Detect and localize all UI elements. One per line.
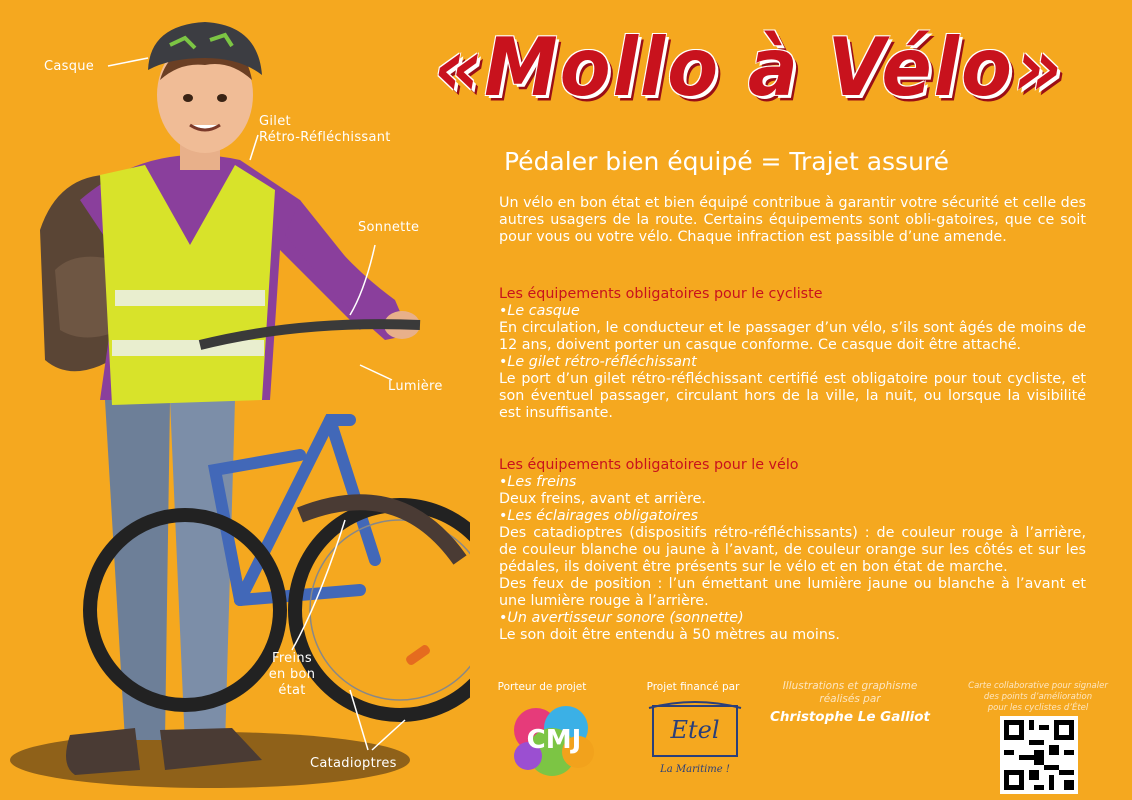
eclairages-bullet: •Les éclairages obligatoires [499, 508, 699, 524]
callout-gilet-line1: Gilet [259, 114, 291, 129]
callout-gilet [259, 114, 391, 146]
cyclist-illustration [0, 0, 470, 800]
qr-caption-line2: des points d’amélioration [983, 692, 1093, 702]
callout-gilet-line2: Rétro-Réfléchissant [259, 130, 391, 145]
casque-bullet: •Le casque [499, 303, 580, 319]
qr-caption-line3: pour les cyclistes d’Étel [987, 703, 1089, 713]
intro-paragraph: Un vélo en bon état et bien équipé contribue à garantir votre sécurité et celle des autres usagers de la route. Certains équipements sont obli-gatoires, que ce soit pour vous ou votre vélo. Chaque infraction est passible d’une amende. [499, 195, 1086, 245]
callout-sonnette: Sonnette [358, 220, 420, 235]
illustrations-credit-line1: Illustrations et graphisme [782, 680, 918, 692]
bike-section-heading: Les équipements obligatoires pour le vélo [499, 457, 799, 473]
gilet-bullet: •Le gilet rétro-réfléchissant [499, 354, 697, 370]
etel-logo [645, 700, 745, 782]
callout-freins-line2: en bon [268, 667, 316, 682]
etel-logo-text: Etel [670, 716, 720, 744]
cmj-logo [508, 700, 600, 782]
feux-text: Des feux de position : l’un émettant une lumière jaune ou blanche à l’avant et une lumière rouge à l’arrière. [499, 576, 1086, 609]
page-subtitle: Pédaler bien équipé = Trajet assuré [504, 147, 950, 176]
porteur-label: Porteur de projet [497, 681, 587, 693]
cmj-logo-text: CMJ [526, 725, 582, 755]
illustrations-credit [752, 680, 948, 706]
gilet-text: Le port d’un gilet rétro-réfléchissant certifié est obligatoire pour tout cycliste, et son éventuel passager, circulant hors de la ville, la nuit, ou lorsque la visibilité est insuffisante. [499, 371, 1086, 421]
illustrator-name: Christophe Le Galliot [770, 709, 930, 725]
illustrations-credit-line2: réalisés par [819, 693, 881, 705]
qr-caption-line1: Carte collaborative pour signaler [968, 681, 1108, 691]
freins-text: Deux freins, avant et arrière. [499, 491, 706, 507]
freins-bullet: •Les freins [499, 474, 577, 490]
bike-section [499, 457, 1086, 644]
etel-logo-tagline: La Maritime ! [660, 764, 730, 775]
cyclist-section [499, 286, 1086, 422]
sonnette-bullet: •Un avertisseur sonore (sonnette) [499, 610, 744, 626]
cyclist-section-heading: Les équipements obligatoires pour le cycliste [499, 286, 823, 302]
casque-text: En circulation, le conducteur et le passager d’un vélo, s’ils sont âgés de moins de 12 ans, doivent porter un casque conforme. Ce casque doit être attaché. [499, 320, 1086, 353]
callout-casque: Casque [44, 59, 95, 74]
eclairages-text: Des catadioptres (dispositifs rétro-réfléchissants) : de couleur rouge à l’arrière, de couleur blanche ou jaune à l’avant, de couleur orange sur les côtés et sur les pédales, ils doivent être présents sur le vélo et en bon état de marche. [499, 525, 1086, 575]
qr-caption [958, 681, 1118, 714]
callout-freins-line1: Freins [271, 651, 312, 666]
page-title: «Mollo à Vélo» [434, 21, 1064, 115]
callout-lumiere: Lumière [388, 379, 443, 394]
callout-freins-line3: état [278, 683, 306, 698]
callout-catadioptres: Catadioptres [310, 756, 397, 771]
finance-label: Projet financé par [646, 681, 740, 693]
sonnette-text: Le son doit être entendu à 50 mètres au moins. [499, 627, 840, 643]
callout-freins [262, 651, 322, 699]
qr-code[interactable] [1000, 716, 1078, 794]
